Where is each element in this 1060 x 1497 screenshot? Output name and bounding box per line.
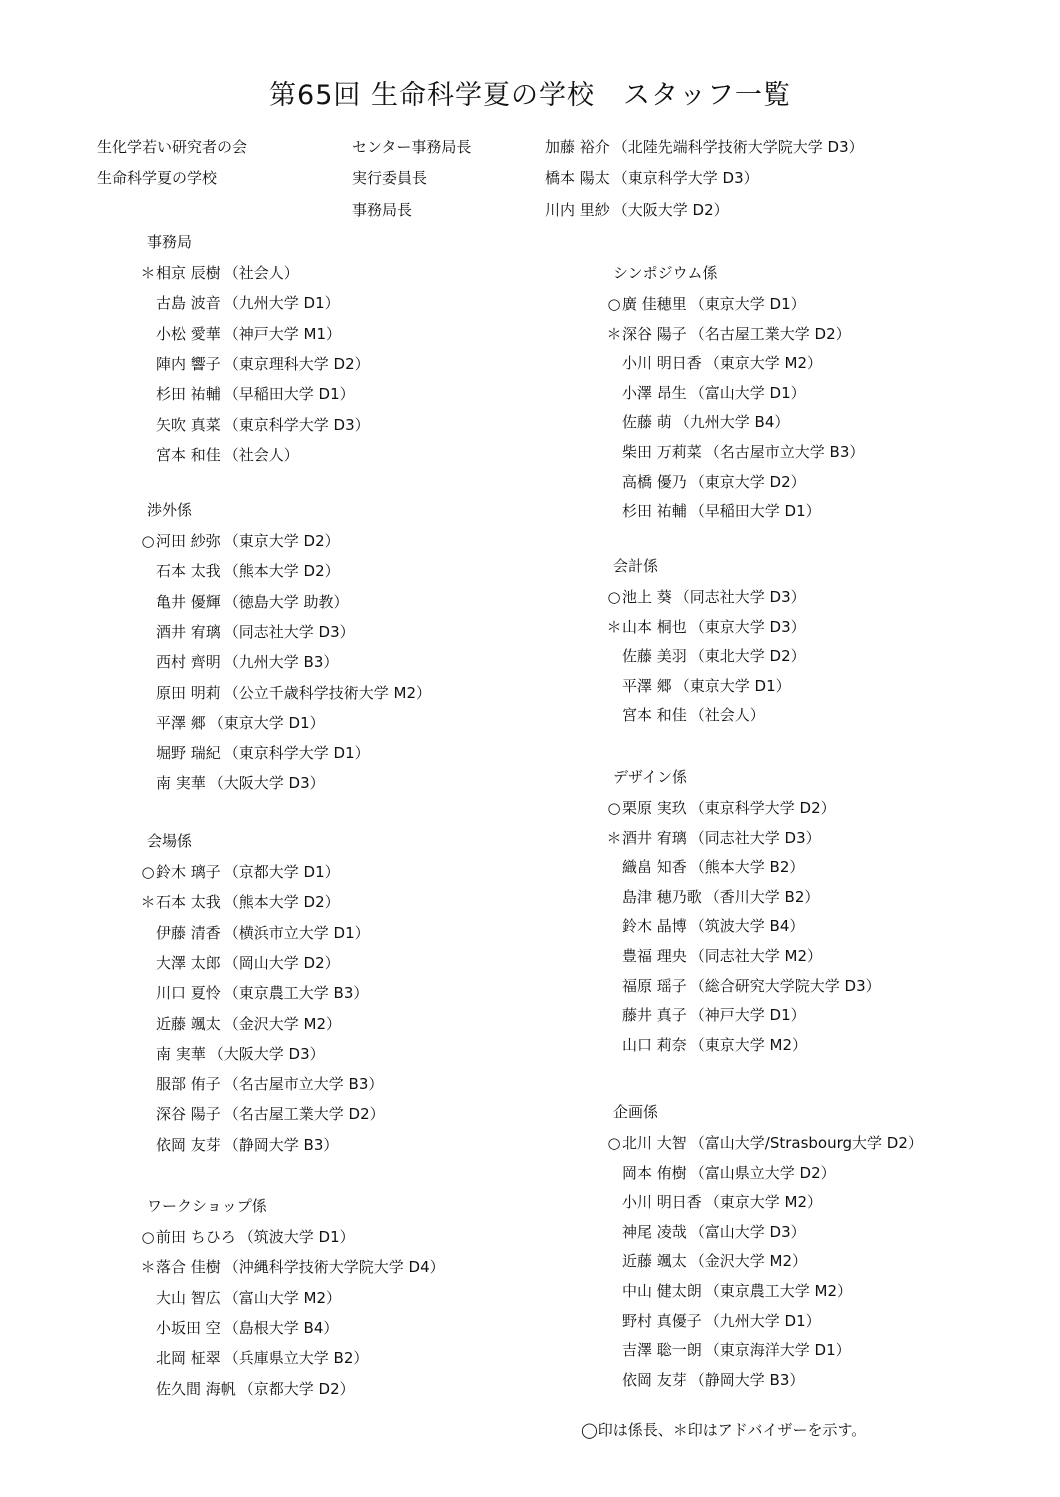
staff-affiliation: （富山大学/Strasbourg大学 D2）	[689, 1134, 923, 1152]
staff-entry	[140, 1044, 325, 1064]
staff-affiliation: （東京大学 D1）	[674, 676, 791, 695]
staff-entry	[140, 445, 299, 465]
leader-mark: ○	[141, 532, 155, 550]
staff-entry	[140, 983, 368, 1003]
staff-name: 山口 莉奈	[622, 1035, 687, 1054]
staff-affiliation: （名古屋工業大学 D2）	[689, 324, 851, 343]
advisor-mark: ＊	[140, 1258, 156, 1277]
staff-affiliation: （東京大学 M2）	[704, 354, 823, 373]
staff-name: 大澤 太郎	[156, 953, 221, 972]
staff-affiliation: （東京大学 M2）	[689, 1035, 808, 1054]
staff-name: 岡本 侑樹	[622, 1163, 687, 1182]
staff-entry	[606, 857, 804, 877]
org-role: 実行委員長	[352, 169, 428, 187]
staff-entry	[140, 683, 431, 703]
staff-affiliation: （徳島大学 助教）	[223, 592, 349, 611]
staff-name: 服部 侑子	[156, 1075, 221, 1094]
staff-name: 山本 桐也	[622, 617, 687, 636]
staff-name: 堀野 瑞紀	[156, 744, 221, 763]
staff-affiliation: （総合研究大学院大学 D3）	[689, 976, 881, 995]
staff-name: 杉田 祐輔	[156, 385, 221, 404]
staff-affiliation: （同志社大学 D3）	[689, 828, 821, 847]
staff-affiliation: （九州大学 D1）	[704, 1311, 821, 1330]
staff-affiliation: （富山大学 M2）	[223, 1288, 342, 1307]
staff-affiliation: （同志社大学 D3）	[223, 622, 355, 641]
staff-affiliation: （東京科学大学 D2）	[689, 799, 836, 817]
staff-entry	[606, 383, 806, 403]
staff-affiliation: （沖縄科学技術大学院大学 D4）	[223, 1258, 445, 1277]
staff-affiliation: （東京大学 D2）	[689, 472, 806, 491]
staff-name: 伊藤 清香	[156, 923, 221, 942]
staff-entry	[606, 501, 821, 521]
staff-name: 北岡 柾翠	[156, 1349, 221, 1368]
section-heading: 会計係	[613, 557, 659, 575]
org-name: 生化学若い研究者の会	[97, 138, 248, 156]
staff-name: 高橋 優乃	[622, 472, 687, 491]
staff-name: 宮本 和佳	[156, 445, 221, 464]
staff-name: 藤井 真子	[622, 1006, 687, 1025]
staff-affiliation: （大阪大学 D3）	[208, 1044, 325, 1063]
staff-name: 大山 智広	[156, 1288, 221, 1307]
staff-name: 北川 大智	[622, 1134, 687, 1152]
person-name: 川内 里紗	[545, 201, 610, 219]
staff-entry	[606, 324, 851, 344]
staff-entry	[140, 1348, 368, 1368]
staff-affiliation: （金沢大学 M2）	[223, 1014, 342, 1033]
staff-affiliation: （筑波大学 D1）	[238, 1228, 355, 1246]
staff-name: 佐久間 海帆	[156, 1379, 236, 1398]
staff-entry	[140, 1074, 383, 1094]
staff-entry	[140, 531, 340, 551]
org-person	[545, 200, 729, 220]
staff-entry	[606, 472, 806, 492]
section-heading: デザイン係	[613, 768, 687, 786]
staff-affiliation: （社会人）	[689, 706, 765, 725]
staff-entry	[140, 923, 370, 943]
staff-name: 神尾 凌哉	[622, 1222, 687, 1241]
staff-entry	[606, 1192, 822, 1212]
staff-affiliation: （東京大学 M2）	[704, 1193, 823, 1212]
staff-entry	[140, 384, 355, 404]
staff-name: 原田 明莉	[156, 683, 221, 702]
staff-name: 南 実華	[156, 1044, 206, 1063]
staff-affiliation: （九州大学 B4）	[674, 413, 790, 432]
staff-affiliation: （社会人）	[223, 264, 299, 282]
staff-affiliation: （東京科学大学 D1）	[223, 744, 370, 763]
staff-name: 福原 瑶子	[622, 976, 687, 995]
staff-entry	[140, 1288, 341, 1308]
staff-affiliation: （同志社大学 D3）	[674, 588, 806, 606]
staff-entry	[140, 1379, 355, 1399]
footnote: ◯印は係長、＊印はアドバイザーを示す。	[581, 1421, 867, 1439]
advisor-mark: ＊	[606, 324, 622, 343]
staff-entry	[140, 415, 370, 435]
staff-affiliation: （公立千歳科学技術大学 M2）	[223, 683, 432, 702]
section-heading: 会場係	[147, 832, 193, 850]
org-person	[545, 137, 864, 157]
staff-name: 亀井 優輝	[156, 592, 221, 611]
staff-entry	[606, 705, 765, 725]
advisor-mark: ＊	[140, 893, 156, 912]
staff-name: 豊福 理央	[622, 947, 687, 965]
person-affiliation: （大阪大学 D2）	[612, 201, 729, 219]
staff-affiliation: （東京理科大学 D2）	[223, 354, 370, 373]
staff-affiliation: （九州大学 B3）	[223, 653, 339, 672]
staff-name: 平澤 郷	[622, 676, 672, 695]
advisor-mark: ＊	[140, 264, 156, 282]
staff-name: 小坂田 空	[156, 1318, 221, 1337]
staff-affiliation: （兵庫県立大学 B2）	[223, 1349, 369, 1368]
staff-name: 近藤 颯太	[622, 1252, 687, 1271]
staff-name: 廣 佳穂里	[622, 295, 687, 313]
staff-name: 鈴木 晶博	[622, 917, 687, 936]
staff-affiliation: （東京大学 D3）	[689, 617, 806, 636]
staff-affiliation: （熊本大学 D2）	[223, 893, 340, 912]
staff-entry	[606, 798, 836, 818]
staff-entry	[140, 263, 299, 283]
staff-affiliation: （名古屋市立大学 B3）	[704, 443, 865, 461]
advisor-mark: ＊	[606, 617, 622, 636]
staff-entry	[140, 1227, 355, 1247]
staff-entry	[140, 892, 340, 912]
staff-entry	[606, 412, 789, 432]
staff-affiliation: （九州大学 D1）	[223, 294, 340, 313]
staff-affiliation: （筑波大学 B4）	[689, 917, 805, 936]
staff-affiliation: （熊本大学 B2）	[689, 858, 805, 877]
staff-name: 酒井 宥璃	[622, 828, 687, 847]
staff-entry	[140, 953, 340, 973]
advisor-mark: ＊	[606, 828, 622, 847]
leader-mark: ○	[607, 799, 621, 817]
staff-name: 深谷 陽子	[622, 324, 687, 343]
staff-name: 栗原 実玖	[622, 799, 687, 817]
staff-entry	[606, 1133, 923, 1153]
staff-name: 矢吹 真菜	[156, 415, 221, 434]
staff-entry	[606, 976, 881, 996]
staff-entry	[140, 743, 370, 763]
staff-name: 陣内 響子	[156, 354, 221, 373]
org-role: 事務局長	[352, 201, 413, 219]
staff-affiliation: （金沢大学 M2）	[689, 1252, 808, 1271]
staff-entry	[606, 1222, 806, 1242]
staff-affiliation: （富山大学 D3）	[689, 1222, 806, 1241]
staff-affiliation: （東京科学大学 D3）	[223, 415, 370, 434]
staff-name: 柴田 万莉菜	[622, 443, 702, 461]
staff-entry	[140, 354, 370, 374]
staff-name: 近藤 颯太	[156, 1014, 221, 1033]
staff-affiliation: （東北大学 D2）	[689, 647, 806, 666]
staff-name: 小川 明日香	[622, 1193, 702, 1212]
staff-name: 落合 佳樹	[156, 1258, 221, 1277]
staff-affiliation: （名古屋工業大学 D2）	[223, 1105, 385, 1124]
staff-entry	[606, 1251, 807, 1271]
staff-affiliation: （東京農工大学 M2）	[704, 1282, 853, 1300]
staff-entry	[140, 1257, 445, 1277]
staff-affiliation: （神戸大学 M1）	[223, 324, 342, 343]
section-heading: 事務局	[147, 233, 193, 251]
person-affiliation: （北陸先端科学技術大学院大学 D3）	[612, 138, 864, 156]
staff-name: 佐藤 萌	[622, 413, 672, 432]
staff-entry	[606, 676, 791, 696]
staff-affiliation: （社会人）	[223, 445, 299, 464]
staff-name: 依岡 友芽	[622, 1370, 687, 1389]
staff-name: 野村 真優子	[622, 1311, 702, 1330]
staff-entry	[140, 652, 338, 672]
staff-affiliation: （岡山大学 D2）	[223, 953, 340, 972]
staff-entry	[140, 1104, 385, 1124]
staff-entry	[606, 1281, 852, 1301]
staff-name: 前田 ちひろ	[156, 1228, 236, 1246]
staff-entry	[606, 353, 822, 373]
staff-entry	[140, 1014, 341, 1034]
staff-name: 島津 穂乃歌	[622, 887, 702, 906]
staff-name: 鈴木 璃子	[156, 863, 221, 881]
staff-affiliation: （東京大学 D1）	[689, 295, 806, 313]
staff-name: 平澤 郷	[156, 713, 206, 732]
leader-mark: ○	[607, 588, 621, 606]
staff-name: 西村 齊明	[156, 653, 221, 672]
org-person	[545, 168, 759, 188]
staff-entry	[606, 887, 819, 907]
staff-entry	[606, 1340, 851, 1360]
page-title: 第65回 生命科学夏の学校 スタッフ一覧	[269, 80, 791, 111]
staff-affiliation: （名古屋市立大学 B3）	[223, 1075, 384, 1094]
staff-affiliation: （横浜市立大学 D1）	[223, 923, 370, 942]
staff-affiliation: （香川大学 B2）	[704, 887, 820, 906]
staff-name: 南 実華	[156, 774, 206, 793]
staff-name: 宮本 和佳	[622, 706, 687, 725]
staff-affiliation: （富山大学 D1）	[689, 383, 806, 402]
staff-name: 池上 葵	[622, 588, 672, 606]
staff-name: 佐藤 美羽	[622, 647, 687, 666]
staff-name: 依岡 友芽	[156, 1135, 221, 1154]
leader-mark: ○	[141, 863, 155, 881]
staff-entry	[140, 622, 355, 642]
staff-entry	[140, 293, 340, 313]
person-name: 橋本 陽太	[545, 169, 610, 187]
staff-entry	[140, 561, 340, 581]
leader-mark: ○	[607, 1134, 621, 1152]
staff-affiliation: （東京海洋大学 D1）	[704, 1341, 851, 1360]
staff-entry	[606, 916, 804, 936]
staff-affiliation: （同志社大学 M2）	[689, 947, 823, 965]
staff-name: 酒井 宥璃	[156, 622, 221, 641]
staff-name: 小川 明日香	[622, 354, 702, 373]
staff-affiliation: （熊本大学 D2）	[223, 562, 340, 581]
staff-entry	[140, 773, 325, 793]
leader-mark: ○	[607, 295, 621, 313]
staff-entry	[606, 1005, 806, 1025]
org-role: センター事務局長	[352, 138, 472, 156]
staff-name: 川口 夏怜	[156, 984, 221, 1003]
staff-affiliation: （東京農工大学 B3）	[223, 984, 369, 1003]
staff-name: 河田 紗弥	[156, 532, 221, 550]
staff-entry	[606, 946, 822, 966]
staff-name: 小澤 昂生	[622, 383, 687, 402]
staff-affiliation: （静岡大学 B3）	[223, 1135, 339, 1154]
leader-mark: ○	[141, 1228, 155, 1246]
staff-affiliation: （静岡大学 B3）	[689, 1370, 805, 1389]
staff-affiliation: （神戸大学 D1）	[689, 1006, 806, 1025]
staff-entry	[606, 294, 806, 314]
staff-name: 石本 太我	[156, 893, 221, 912]
section-heading: 企画係	[613, 1103, 659, 1121]
staff-name: 石本 太我	[156, 562, 221, 581]
staff-entry	[140, 592, 349, 612]
staff-name: 相京 辰樹	[156, 264, 221, 282]
staff-entry	[606, 828, 821, 848]
staff-name: 中山 健太朗	[622, 1282, 702, 1300]
staff-entry	[140, 324, 341, 344]
staff-entry	[140, 1318, 338, 1338]
staff-entry	[606, 442, 864, 462]
staff-entry	[606, 617, 806, 637]
staff-name: 杉田 祐輔	[622, 502, 687, 521]
staff-entry	[606, 1163, 836, 1183]
staff-affiliation: （東京大学 D1）	[208, 713, 325, 732]
staff-entry	[606, 1035, 807, 1055]
section-heading: ワークショップ係	[147, 1197, 267, 1215]
person-name: 加藤 裕介	[545, 138, 610, 156]
staff-entry	[140, 862, 340, 882]
section-heading: シンポジウム係	[613, 264, 718, 282]
staff-affiliation: （早稲田大学 D1）	[223, 385, 355, 404]
staff-affiliation: （早稲田大学 D1）	[689, 502, 821, 521]
staff-name: 吉澤 聡一朗	[622, 1341, 702, 1360]
person-affiliation: （東京科学大学 D3）	[612, 169, 759, 187]
staff-entry	[606, 1311, 821, 1331]
staff-affiliation: （東京大学 D2）	[223, 532, 340, 550]
staff-name: 深谷 陽子	[156, 1105, 221, 1124]
staff-affiliation: （島根大学 B4）	[223, 1318, 339, 1337]
staff-affiliation: （大阪大学 D3）	[208, 774, 325, 793]
staff-affiliation: （京都大学 D1）	[223, 863, 340, 881]
staff-name: 小松 愛華	[156, 324, 221, 343]
staff-entry	[140, 713, 325, 733]
staff-name: 織畠 知香	[622, 858, 687, 877]
staff-entry	[606, 587, 806, 607]
staff-entry	[140, 1135, 338, 1155]
staff-affiliation: （京都大学 D2）	[238, 1379, 355, 1398]
org-name: 生命科学夏の学校	[97, 169, 218, 187]
staff-entry	[606, 1370, 804, 1390]
staff-entry	[606, 646, 806, 666]
section-heading: 渉外係	[147, 501, 193, 519]
staff-affiliation: （富山県立大学 D2）	[689, 1163, 836, 1182]
staff-name: 古島 波音	[156, 294, 221, 313]
